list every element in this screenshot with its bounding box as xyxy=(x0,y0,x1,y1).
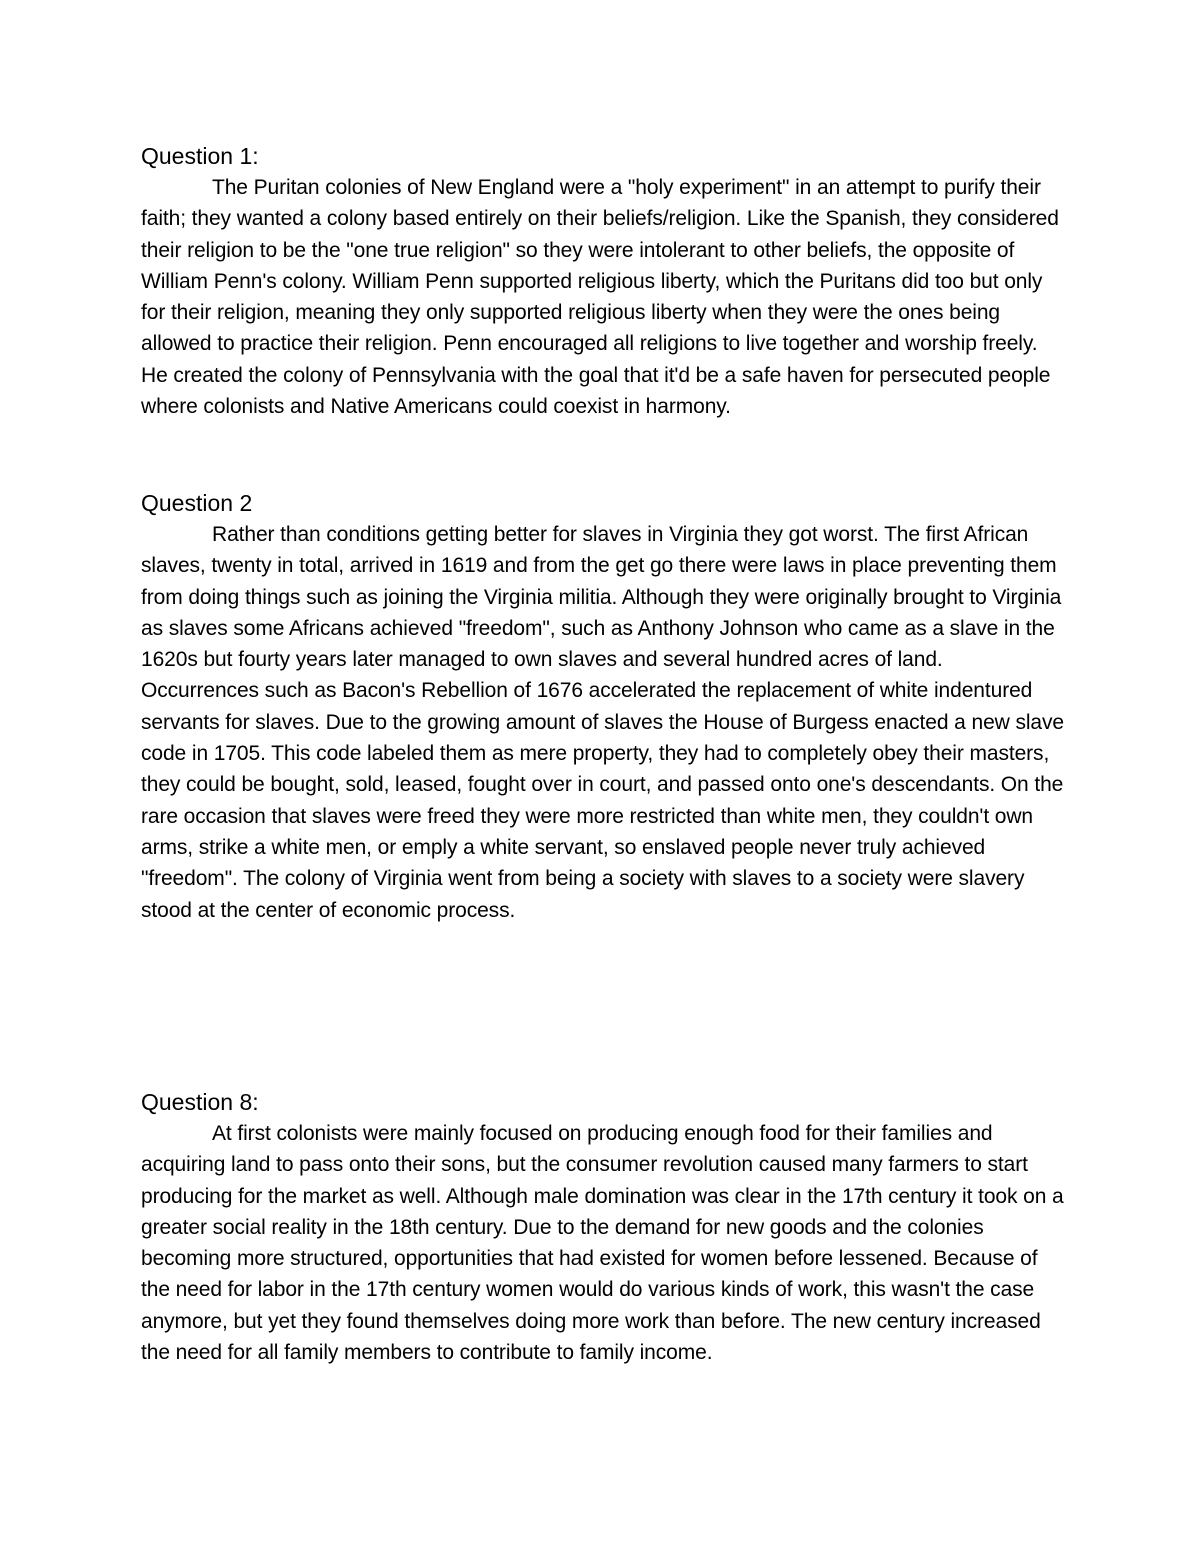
question-1-section xyxy=(141,141,1066,422)
question-2-heading: Question 2 xyxy=(141,490,253,516)
question-1-heading: Question 1: xyxy=(141,143,259,169)
question-1-answer: The Puritan colonies of New England were a "holy experiment" in an attempt to purify their faith; they wanted a colony based entirely on their beliefs/religion. Like the Spanish, they considered their religion to be the "one true religion" so they were intolerant to other beliefs, the opposite of William Penn's colony. William Penn supported religious liberty, which the Puritans did too but only for their religion, meaning they only supported religious liberty when they were the ones being allowed to practice their religion. Penn encouraged all religions to live together and worship freely. He created the colony of Pennsylvania with the goal that it'd be a safe haven for persecuted people where colonists and Native Americans could coexist in harmony. xyxy=(141,176,1059,419)
question-8-heading: Question 8: xyxy=(141,1089,259,1115)
question-8-answer: At first colonists were mainly focused on producing enough food for their families and acquiring land to pass onto their sons, but the consumer revolution caused many farmers to start producing for the market as well. Although male domination was clear in the 17th century it took on a greater social reality in the 18th century. Due to the demand for new goods and the colonies becoming more structured, opportunities that had existed for women before lessened. Because of the need for labor in the 17th century women would do various kinds of work, this wasn't the case anymore, but yet they found themselves doing more work than before. The new century increased the need for all family members to contribute to family income. xyxy=(141,1122,1064,1365)
question-2-answer: Rather than conditions getting better for slaves in Virginia they got worst. The first African slaves, twenty in total, arrived in 1619 and from the get go there were laws in place preventing them from doing things such as joining the Virginia militia. Although they were originally brought to Virginia as slaves some Africans achieved "freedom", such as Anthony Johnson who came as a slave in the 1620s but fourty years later managed to own slaves and several hundred acres of land. Occurrences such as Bacon's Rebellion of 1676 accelerated the replacement of white indentured servants for slaves. Due to the growing amount of slaves the House of Burgess enacted a new slave code in 1705. This code labeled them as mere property, they had to completely obey their masters, they could be bought, sold, leased, fought over in court, and passed onto one's descendants. On the rare occasion that slaves were freed they were more restricted than white men, they couldn't own arms, strike a white men, or emply a white servant, so enslaved people never truly achieved "freedom". The colony of Virginia went from being a society with slaves to a society were slavery stood at the center of economic process. xyxy=(141,523,1064,922)
question-2-section xyxy=(141,488,1066,926)
question-8-section xyxy=(141,1087,1066,1368)
